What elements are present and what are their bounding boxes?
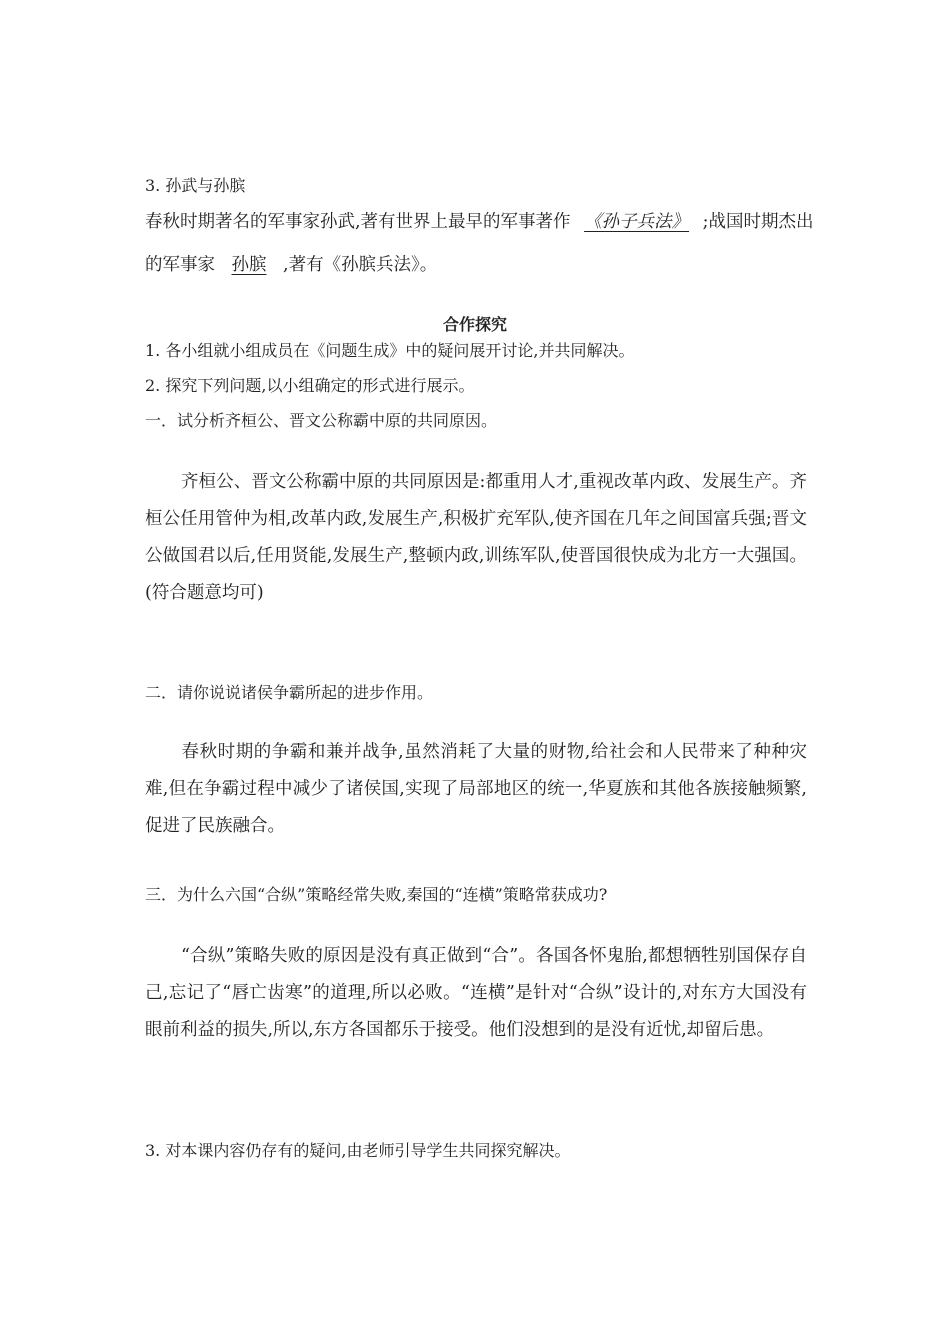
answer-sunzi-bingfa: 《孙子兵法》 xyxy=(584,212,690,232)
answer-3-text: “合纵”策略失败的原因是没有真正做到“合”。各国各怀鬼胎,都想牺牲别国保存自己,忘记了“唇亡齿寒”的道理,所以必败。“连横”是针对“合纵”设计的,对东方大国没有眼前利益的损失,所以,东方各国都乐于接受。他们没想到的是没有近忧,却留后患。 xyxy=(145,946,807,1040)
line1-suffix: ;战国时期杰出 xyxy=(702,212,814,232)
answer-2-text: 春秋时期的争霸和兼并战争,虽然消耗了大量的财物,给社会和人民带来了种种灾难,但在争霸过程中减少了诸侯国,实现了局部地区的统一,华夏族和其他各族接触频繁,促进了民族融合。 xyxy=(145,742,807,836)
line1-prefix: 春秋时期著名的军事家孙武,著有世界上最早的军事著作 xyxy=(145,212,571,232)
item-1: 1. 各小组就小组成员在《问题生成》中的疑问展开讨论,并共同解决。 xyxy=(145,341,635,360)
question-2: 二．请你说说诸侯争霸所起的进步作用。 xyxy=(145,683,434,702)
fill-in-line-2 xyxy=(145,255,437,275)
question-1: 一．试分析齐桓公、晋文公称霸中原的共同原因。 xyxy=(145,411,498,430)
item-3: 3. 对本课内容仍存有的疑问,由老师引导学生共同探究解决。 xyxy=(145,1141,571,1160)
section-title: 3. 孙武与孙膑 xyxy=(145,176,246,195)
answer-3 xyxy=(145,938,807,1049)
line2-suffix: ,著有《孙膑兵法》。 xyxy=(283,255,438,275)
answer-1 xyxy=(145,464,807,612)
fill-in-line-1 xyxy=(145,212,813,232)
cooperation-heading: 合作探究 xyxy=(442,315,507,334)
answer-1-text: 齐桓公、晋文公称霸中原的共同原因是:都重用人才,重视改革内政、发展生产。齐桓公任用管仲为相,改革内政,发展生产,积极扩充军队,使齐国在几年之间国富兵强;晋文公做国君以后,任用贤能,发展生产,整顿内政,训练军队,使晋国很快成为北方一大强国。(符合题意均可) xyxy=(145,472,807,603)
line2-prefix: 的军事家 xyxy=(145,255,215,275)
answer-sun-bin: 孙膑 xyxy=(231,255,267,275)
answer-2 xyxy=(145,734,807,845)
question-3: 三．为什么六国“合纵”策略经常失败,秦国的“连横”策略常获成功? xyxy=(145,885,608,904)
item-2: 2. 探究下列问题,以小组确定的形式进行展示。 xyxy=(145,376,475,395)
